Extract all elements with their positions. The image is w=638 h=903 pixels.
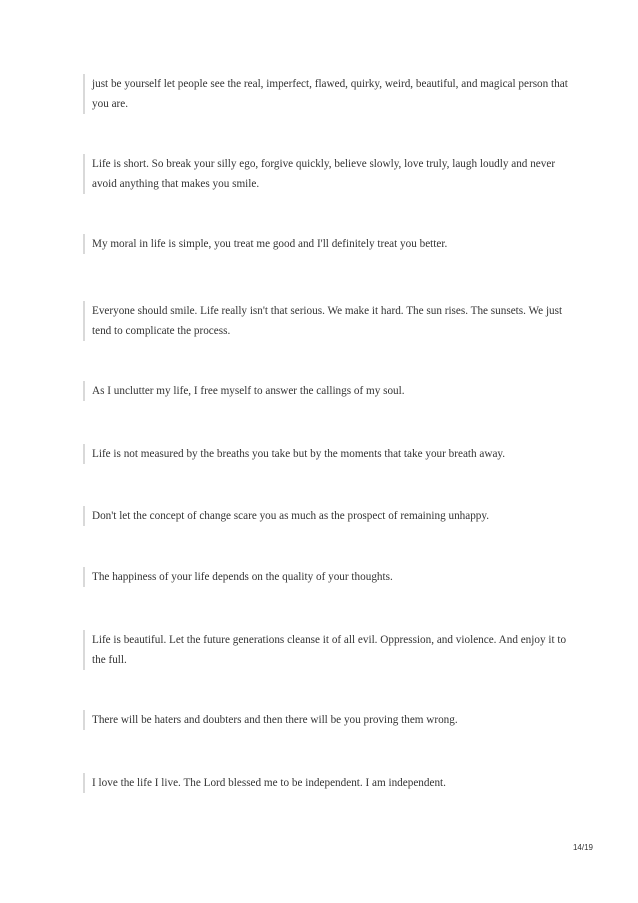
quote-block: [83, 567, 573, 587]
quote-block: [83, 154, 573, 194]
quote-block: [83, 506, 573, 526]
quote-text: I love the life I live. The Lord blessed me to be independent. I am independent.: [92, 777, 446, 789]
quote-text: The happiness of your life depends on the quality of your thoughts.: [92, 571, 393, 583]
quote-block: [83, 773, 573, 793]
quote-text: As I unclutter my life, I free myself to answer the callings of my soul.: [92, 385, 405, 397]
quote-text: just be yourself let people see the real, imperfect, flawed, quirky, weird, beautiful, and magical person that you are.: [92, 78, 568, 110]
quote-block: [83, 234, 573, 254]
quote-block: [83, 710, 573, 730]
quote-text: Life is not measured by the breaths you take but by the moments that take your breath away.: [92, 448, 506, 460]
quote-text: My moral in life is simple, you treat me good and I'll definitely treat you better.: [92, 238, 448, 250]
quote-block: [83, 301, 573, 341]
quote-block: [83, 381, 573, 401]
quote-text: Life is beautiful. Let the future generations cleanse it of all evil. Oppression, and violence. And enjoy it to the full.: [92, 634, 567, 666]
quote-text: There will be haters and doubters and then there will be you proving them wrong.: [92, 714, 458, 726]
quote-text: Life is short. So break your silly ego, forgive quickly, believe slowly, love truly, laugh loudly and never avoid anything that makes you smile.: [92, 158, 556, 190]
quote-block: [83, 74, 573, 114]
quote-text: Everyone should smile. Life really isn't that serious. We make it hard. The sun rises. The sunsets. We just tend to complicate the process.: [92, 305, 563, 337]
quote-text: Don't let the concept of change scare you as much as the prospect of remaining unhappy.: [92, 510, 490, 522]
page-number: 14/19: [572, 843, 593, 852]
quote-block: [83, 630, 573, 670]
quote-block: [83, 444, 573, 464]
